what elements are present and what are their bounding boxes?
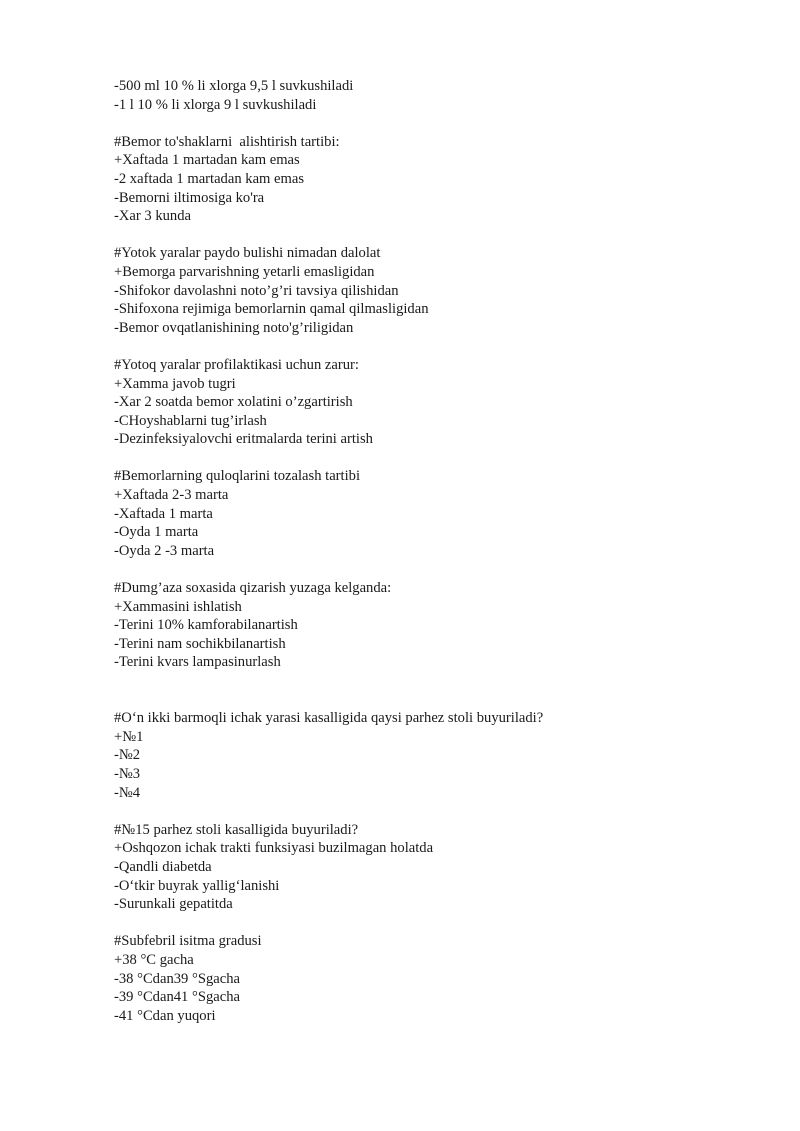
answer-option: -41 °Cdan yuqori <box>114 1007 216 1024</box>
answer-option: -1 l 10 % li xlorga 9 l suvkushiladi <box>114 96 317 113</box>
question-text: #O‘n ikki barmoqli ichak yarasi kasalligida qaysi parhez stoli buyuriladi? <box>114 710 544 727</box>
answer-option: -Surunkali gepatitda <box>114 896 233 913</box>
answer-option: +Bemorga parvarishning yetarli emasligidan <box>114 263 375 280</box>
answer-option: +Xamma javob tugri <box>114 375 236 392</box>
answer-option: -Shifoxona rejimiga bemorlarnin qamal qilmasligidan <box>114 301 429 318</box>
spacer <box>114 672 754 709</box>
answer-option: -№3 <box>114 765 141 782</box>
question-text: #Bemor to'shaklarni alishtirish tartibi: <box>114 133 340 150</box>
answer-option: -39 °Cdan41 °Sgacha <box>114 989 240 1006</box>
document-body <box>114 77 754 1025</box>
answer-option: +Oshqozon ichak trakti funksiyasi buzilmagan holatda <box>114 840 434 857</box>
spacer <box>114 114 754 133</box>
answer-option: -CHoyshablarni tug’irlash <box>114 412 267 429</box>
question-text: #Dumg’aza soxasida qizarish yuzaga kelganda: <box>114 580 392 597</box>
answer-option: -Oyda 1 marta <box>114 524 199 541</box>
answer-option: -№4 <box>114 784 141 801</box>
spacer <box>114 449 754 468</box>
answer-option: -Terini 10% kamforabilanartish <box>114 617 298 634</box>
answer-option: -500 ml 10 % li xlorga 9,5 l suvkushiladi <box>114 78 354 94</box>
answer-option: -Bemorni iltimosiga ko'ra <box>114 189 265 206</box>
spacer <box>114 226 754 245</box>
answer-option: -2 xaftada 1 martadan kam emas <box>114 170 305 187</box>
spacer <box>114 802 754 821</box>
answer-option: -Qandli diabetda <box>114 858 212 875</box>
answer-option: -№2 <box>114 747 141 764</box>
answer-option: -Bemor ovqatlanishining noto'g’riligidan <box>114 319 354 336</box>
question-text: #Yotoq yaralar profilaktikasi uchun zarur: <box>114 356 359 373</box>
answer-option: +Xaftada 2-3 marta <box>114 487 229 504</box>
question-text: #Bemorlarning quloqlarini tozalash tartibi <box>114 468 361 485</box>
answer-option: -O‘tkir buyrak yallig‘lanishi <box>114 877 280 894</box>
answer-option: -Oyda 2 -3 marta <box>114 542 215 559</box>
answer-option: +Xammasini ishlatish <box>114 598 242 615</box>
answer-option: -Xaftada 1 marta <box>114 505 213 522</box>
answer-option: +38 °C gacha <box>114 951 194 968</box>
answer-option: +№1 <box>114 728 144 745</box>
answer-option: -Shifokor davolashni noto’g’ri tavsiya qilishidan <box>114 282 399 299</box>
spacer <box>114 560 754 579</box>
question-text: #Subfebril isitma gradusi <box>114 933 262 950</box>
answer-option: -Xar 3 kunda <box>114 208 191 225</box>
spacer <box>114 914 754 933</box>
question-text: #Yotok yaralar paydo bulishi nimadan dalolat <box>114 245 381 262</box>
answer-option: +Xaftada 1 martadan kam emas <box>114 152 300 169</box>
spacer <box>114 337 754 356</box>
answer-option: -Dezinfeksiyalovchi eritmalarda terini artish <box>114 431 373 448</box>
answer-option: -Terini nam sochikbilanartish <box>114 635 286 652</box>
answer-option: -Xar 2 soatda bemor xolatini o’zgartirish <box>114 394 353 411</box>
answer-option: -Terini kvars lampasinurlash <box>114 654 281 671</box>
question-text: #№15 parhez stoli kasalligida buyuriladi? <box>114 821 359 838</box>
answer-option: -38 °Cdan39 °Sgacha <box>114 970 240 987</box>
